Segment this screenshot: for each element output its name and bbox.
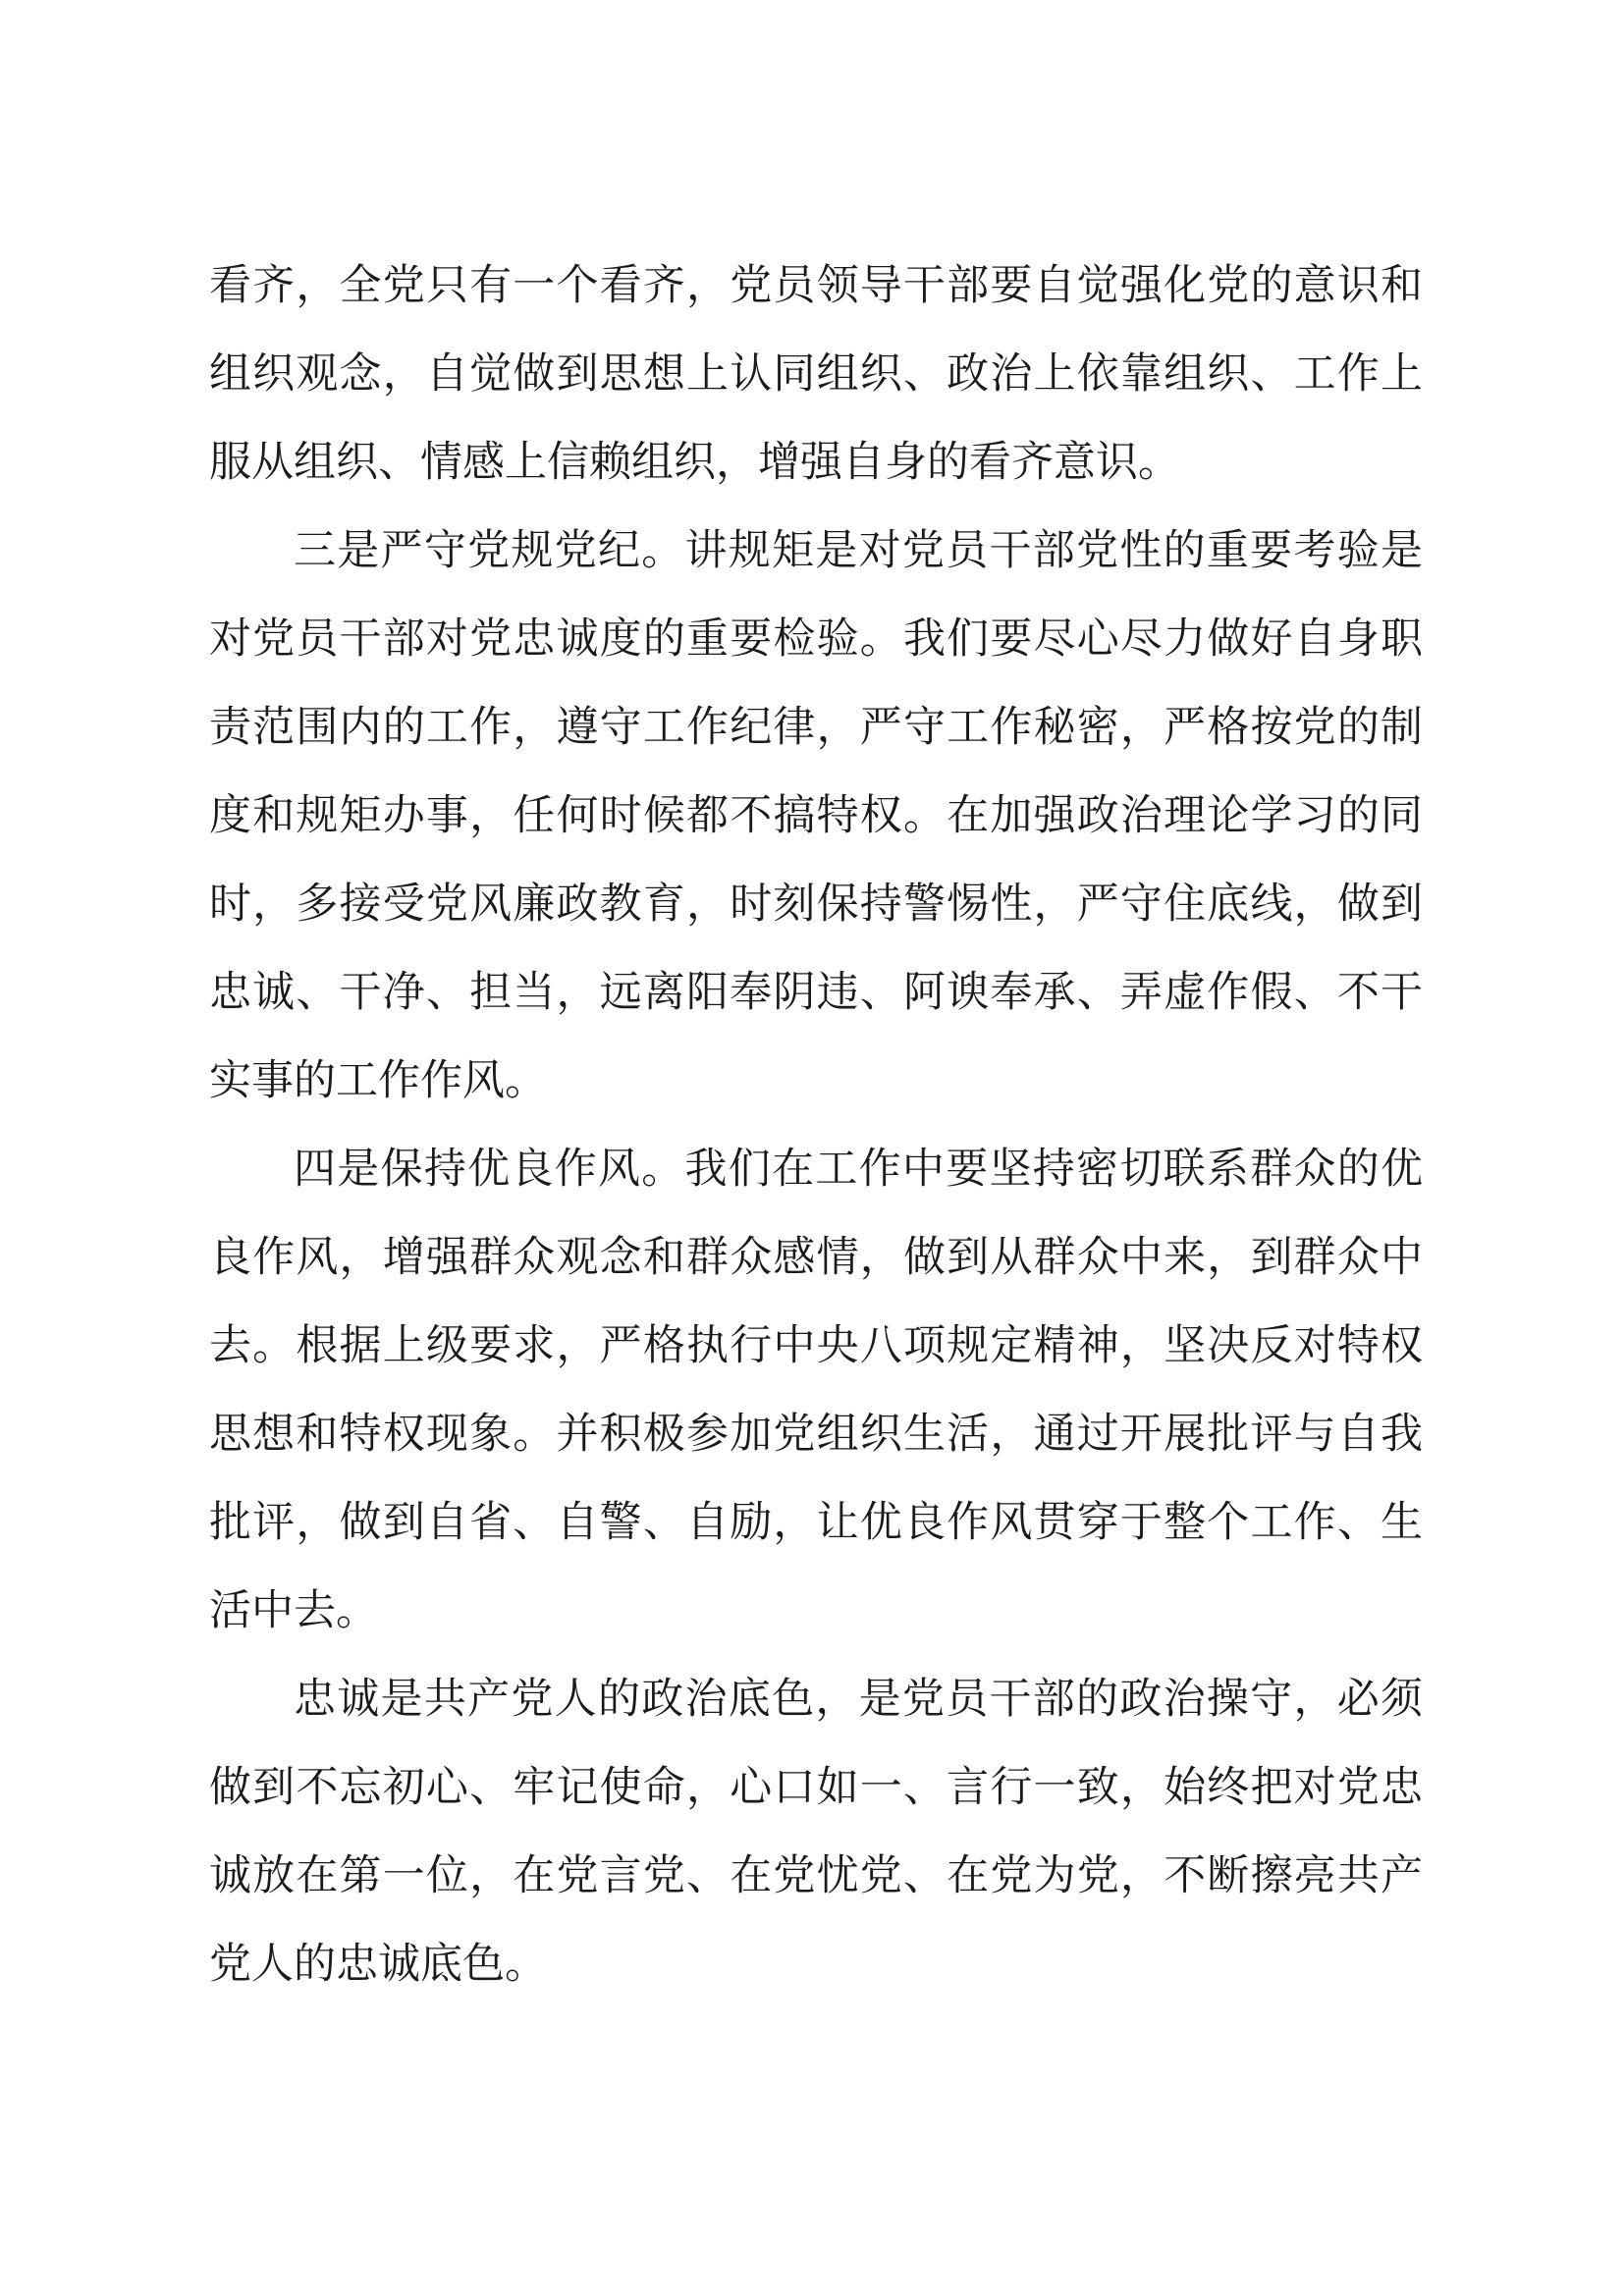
paragraph-loyalty-conclusion: 忠诚是共产党人的政治底色，是党员干部的政治操守，必须做到不忘初心、牢记使命，心口如一、言行一致，始终把对党忠诚放在第一位，在党言党、在党忧党、在党为党，不断擦亮共产党人的忠诚底色。: [209, 1675, 1423, 1989]
document-body: [209, 241, 1423, 2008]
paragraph-continuation: 看齐，全党只有一个看齐，党员领导干部要自觉强化党的意识和组织观念，自觉做到思想上认同组织、政治上依靠组织、工作上服从组织、情感上信赖组织，增强自身的看齐意识。: [209, 261, 1423, 487]
paragraph-good-work-style: 四是保持优良作风。我们在工作中要坚持密切联系群众的优良作风，增强群众观念和群众感情，做到从群众中来，到群众中去。根据上级要求，严格执行中央八项规定精神，坚决反对特权思想和特权现象。并积极参加党组织生活，通过开展批评与自我批评，做到自省、自警、自励，让优良作风贯穿于整个工作、生活中去。: [209, 1145, 1423, 1635]
paragraph-strict-party-rules: 三是严守党规党纪。讲规矩是对党员干部党性的重要考验是对党员干部对党忠诚度的重要检验。我们要尽心尽力做好自身职责范围内的工作，遵守工作纪律，严守工作秘密，严格按党的制度和规矩办事，任何时候都不搞特权。在加强政治理论学习的同时，多接受党风廉政教育，时刻保持警惕性，严守住底线，做到忠诚、干净、担当，远离阳奉阴违、阿谀奉承、弄虚作假、不干实事的工作作风。: [209, 526, 1423, 1105]
